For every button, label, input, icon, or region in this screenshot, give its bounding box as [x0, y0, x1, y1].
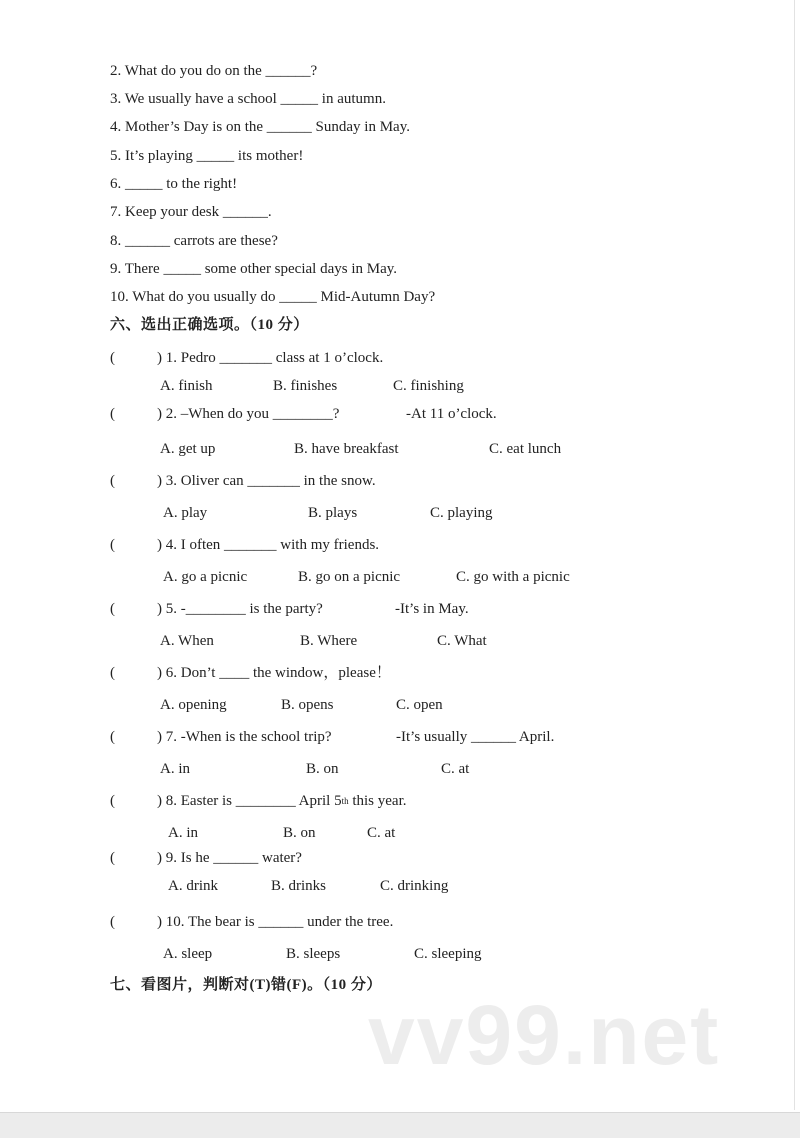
option-c: C. go with a picnic — [456, 569, 570, 585]
question-stem: ) 3. Oliver can _______ in the snow. — [157, 473, 376, 489]
option-a: A. get up — [160, 441, 216, 457]
option-a: A. go a picnic — [163, 569, 248, 585]
answer-paren: ( — [110, 665, 115, 681]
section-heading: 七、看图片，判断对(T)错(F)。（10 分） — [110, 977, 382, 993]
option-a: A. in — [160, 761, 190, 777]
answer-paren: ( — [110, 914, 115, 930]
option-b: B. have breakfast — [294, 441, 399, 457]
answer-paren: ( — [110, 729, 115, 745]
option-b: B. opens — [281, 697, 334, 713]
option-a: A. When — [160, 633, 214, 649]
option-c: C. sleeping — [414, 946, 482, 962]
fill-in-item: 6. _____ to the right! — [110, 176, 238, 192]
option-b: B. Where — [300, 633, 358, 649]
option-a: A. finish — [160, 378, 213, 394]
option-a: A. in — [168, 825, 198, 841]
option-c: C. What — [437, 633, 487, 649]
superscript: th — [341, 796, 349, 806]
option-c: C. open — [396, 697, 443, 713]
option-b: B. on — [283, 825, 316, 841]
option-b: B. go on a picnic — [298, 569, 401, 585]
answer-paren: ( — [110, 601, 115, 617]
option-b: B. drinks — [271, 878, 327, 894]
fill-in-item: 5. It’s playing _____ its mother! — [110, 148, 304, 164]
option-b: B. sleeps — [286, 946, 341, 962]
answer-paren: ( — [110, 350, 115, 366]
answer-paren: ( — [110, 406, 115, 422]
watermark: vv99.net — [368, 988, 721, 1082]
option-c: C. at — [367, 825, 396, 841]
fill-in-item: 7. Keep your desk ______. — [110, 204, 272, 220]
answer-paren: ( — [110, 473, 115, 489]
question-stem: ) 2. –When do you ________? — [157, 406, 340, 422]
option-b: B. plays — [308, 505, 358, 521]
question-stem: ) 5. -________ is the party? — [157, 601, 323, 617]
section-heading: 六、选出正确选项。（10 分） — [110, 317, 309, 333]
option-c: C. drinking — [380, 878, 449, 894]
fill-in-item: 2. What do you do on the ______? — [110, 63, 318, 79]
option-a: A. sleep — [163, 946, 213, 962]
fill-in-item: 8. ______ carrots are these? — [110, 233, 278, 249]
question-stem: ) 6. Don’t ____ the window，please！ — [157, 665, 391, 681]
answer-paren: ( — [110, 793, 115, 809]
option-c: C. at — [441, 761, 470, 777]
option-a: A. play — [163, 505, 208, 521]
question-stem: ) 4. I often _______ with my friends. — [157, 537, 380, 553]
option-b: B. on — [306, 761, 339, 777]
question-answer-line: -It’s in May. — [395, 601, 469, 617]
option-b: B. finishes — [273, 378, 338, 394]
question-stem: ) 7. -When is the school trip? — [157, 729, 332, 745]
question-stem: ) 1. Pedro _______ class at 1 o’clock. — [157, 350, 384, 366]
question-stem-text: ) 8. Easter is ________ April 5 — [157, 793, 342, 809]
question-answer-line: -At 11 o’clock. — [406, 406, 497, 422]
question-stem-tail: this year. — [348, 793, 407, 809]
question-stem: ) 10. The bear is ______ under the tree. — [157, 914, 394, 930]
question-answer-line: -It’s usually ______ April. — [396, 729, 555, 745]
option-a: A. drink — [168, 878, 218, 894]
answer-paren: ( — [110, 850, 115, 866]
option-c: C. playing — [430, 505, 493, 521]
question-stem — [157, 792, 407, 810]
option-c: C. finishing — [393, 378, 464, 394]
question-stem: ) 9. Is he ______ water? — [157, 850, 302, 866]
fill-in-item: 9. There _____ some other special days in May. — [110, 261, 398, 277]
option-c: C. eat lunch — [489, 441, 562, 457]
fill-in-item: 10. What do you usually do _____ Mid-Autumn Day? — [110, 289, 436, 305]
fill-in-item: 3. We usually have a school _____ in autumn. — [110, 91, 386, 107]
answer-paren: ( — [110, 537, 115, 553]
fill-in-item: 4. Mother’s Day is on the ______ Sunday in May. — [110, 119, 410, 135]
page-gap — [0, 1112, 800, 1138]
option-a: A. opening — [160, 697, 227, 713]
